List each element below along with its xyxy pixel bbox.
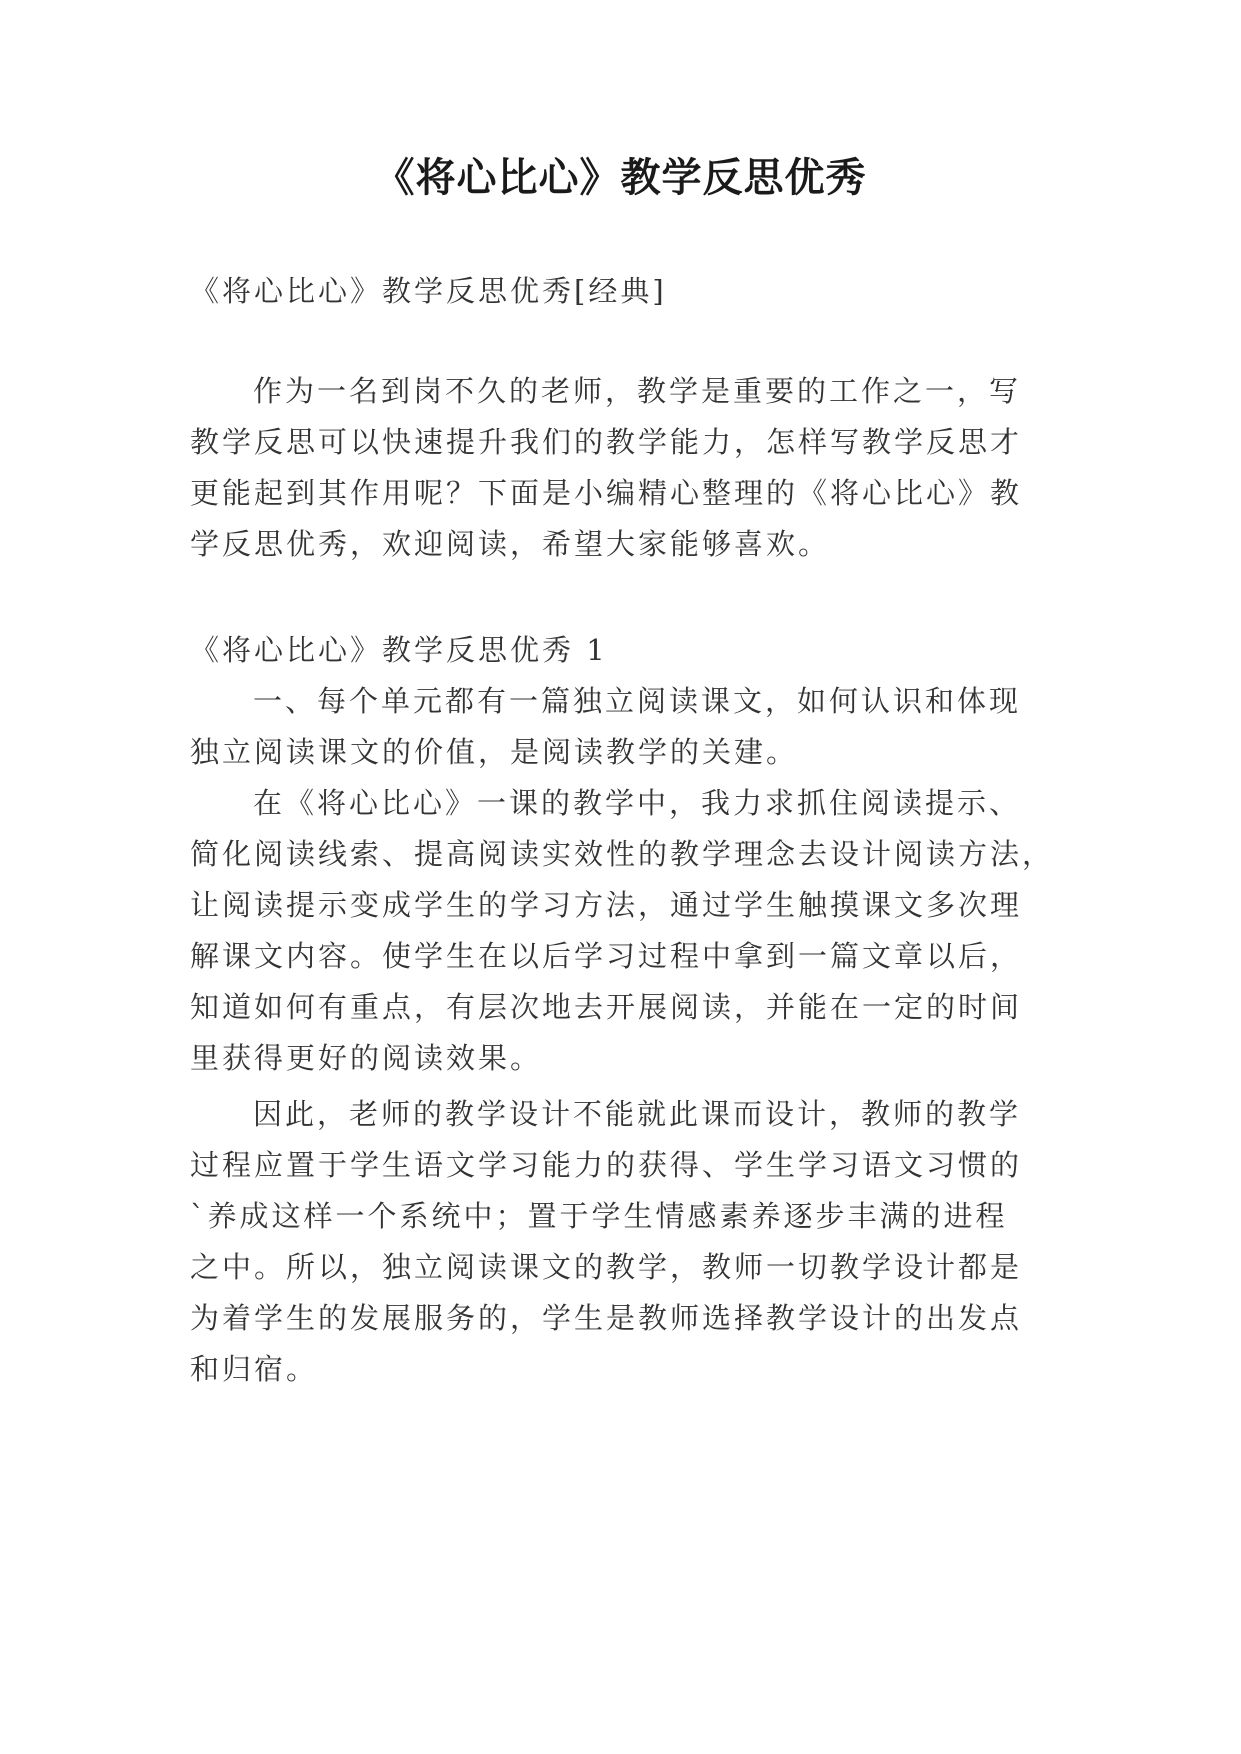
paragraph-line: 独立阅读课文的价值，是阅读教学的关建。 (190, 735, 799, 769)
paragraph-line: 作为一名到岗不久的老师，教学是重要的工作之一，写 (253, 374, 1022, 408)
paragraph-line: 和归宿。 (190, 1352, 319, 1386)
section-heading-text: 《将心比心》教学反思优秀 1 (190, 633, 608, 667)
intro-paragraph (190, 366, 1070, 570)
paragraph-line: 简化阅读线索、提高阅读实效性的教学理念去设计阅读方法， (190, 837, 1055, 871)
subtitle-text: 《将心比心》教学反思优秀[经典] (190, 274, 667, 308)
paragraph-line: 在《将心比心》一课的教学中，我力求抓住阅读提示、 (253, 786, 1022, 820)
paragraph-line: 让阅读提示变成学生的学习方法，通过学生触摸课文多次理 (190, 888, 1023, 922)
paragraph-line: 一、每个单元都有一篇独立阅读课文，如何认识和体现 (253, 684, 1022, 718)
paragraph-line: 为着学生的发展服务的，学生是教师选择教学设计的出发点 (190, 1301, 1023, 1335)
document-subtitle (190, 266, 1070, 317)
paragraph-line: 因此，老师的教学设计不能就此课而设计，教师的教学 (253, 1097, 1022, 1131)
document-title: 《将心比心》教学反思优秀 (374, 155, 867, 201)
paragraph-line: 里获得更好的阅读效果。 (190, 1041, 543, 1075)
paragraph-2 (190, 778, 1070, 1084)
paragraph-line: `养成这样一个系统中；置于学生情感素养逐步丰满的进程 (190, 1199, 1008, 1233)
paragraph-line: 解课文内容。使学生在以后学习过程中拿到一篇文章以后， (190, 939, 1023, 973)
paragraph-line: 之中。所以，独立阅读课文的教学，教师一切教学设计都是 (190, 1250, 1023, 1284)
section-heading (190, 625, 1070, 676)
paragraph-line: 过程应置于学生语文学习能力的获得、学生学习语文习惯的 (190, 1148, 1023, 1182)
paragraph-line: 学反思优秀，欢迎阅读，希望大家能够喜欢。 (190, 527, 831, 561)
paragraph-line: 知道如何有重点，有层次地去开展阅读，并能在一定的时间 (190, 990, 1023, 1024)
paragraph-1 (190, 676, 1070, 778)
paragraph-3 (190, 1089, 1070, 1395)
paragraph-line: 更能起到其作用呢？下面是小编精心整理的《将心比心》教 (190, 476, 1023, 510)
paragraph-line: 教学反思可以快速提升我们的教学能力，怎样写教学反思才 (190, 425, 1023, 459)
